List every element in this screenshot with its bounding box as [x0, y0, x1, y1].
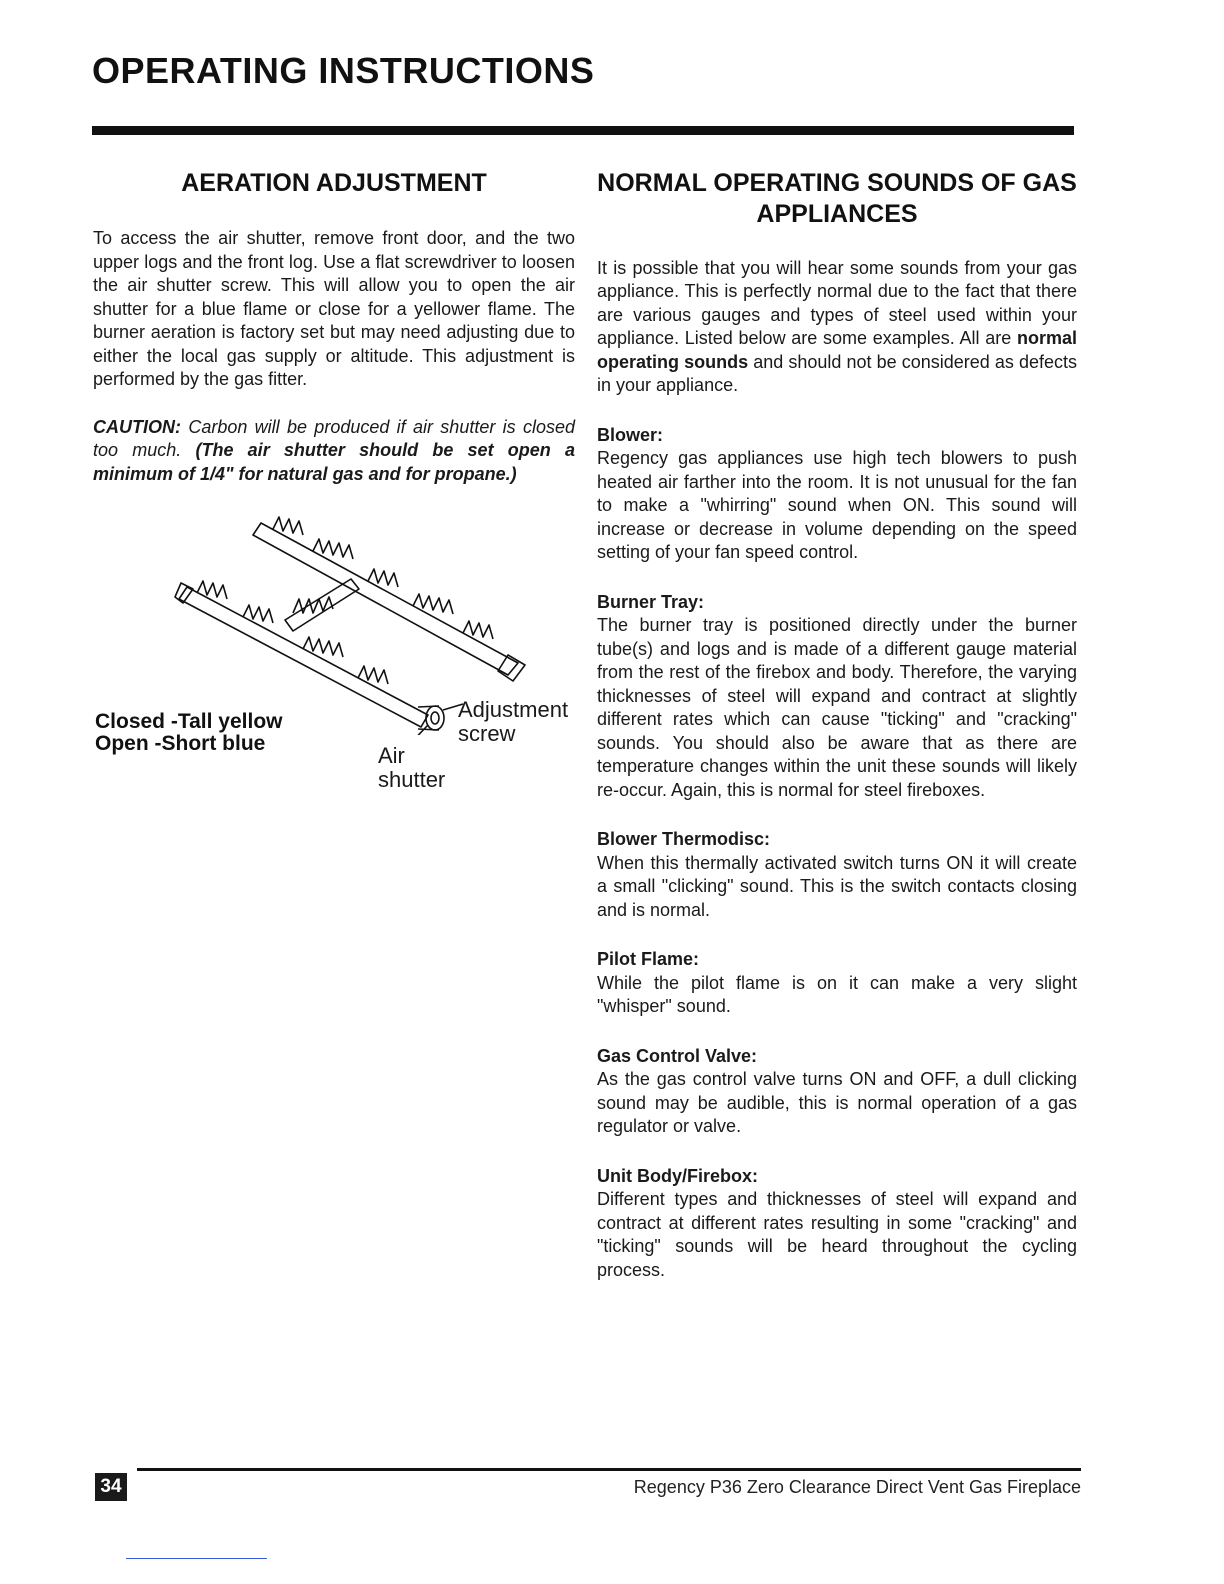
sound-item-title: Blower Thermodisc: [597, 829, 771, 849]
sound-item-text: Regency gas appliances use high tech blowers to push heated air farther into the room. It is not unusual for the fan to make a "whirring" sound when ON. This sound will increase or decrease in volume depending on the speed setting of your fan speed control. [597, 448, 1077, 562]
caution-text: Carbon will be produced if air shutter is closed too much. [93, 416, 575, 461]
sounds-intro-bold: normal operating sounds [597, 328, 1077, 372]
caution-paragraph [93, 416, 575, 487]
sound-item-text: When this thermally activated switch turns ON it will create a small "clicking" sound. This is the switch contacts closing and is normal. [597, 852, 1077, 920]
sound-item-title: Burner Tray: [597, 591, 705, 612]
sounds-intro [597, 257, 1077, 398]
label-screw: screw [458, 721, 516, 746]
back-burner-tube [253, 523, 518, 675]
footer-product-name: Regency P36 Zero Clearance Direct Vent Gas Fireplace [633, 1477, 1081, 1497]
sound-item-text: As the gas control valve turns ON and OFF, a dull clicking sound may be audible, this is normal operation of a gas regulator or valve. [597, 1069, 1077, 1136]
front-end-cap [175, 583, 193, 603]
sound-item-blower [597, 424, 1077, 565]
caution-bold-text: (The air shutter should be set open a minimum of 1/4" for natural gas and for propane.) [93, 440, 575, 484]
label-shutter: shutter [378, 767, 446, 792]
footer-rule [137, 1468, 1081, 1471]
sound-item-text: Different types and thicknesses of steel will expand and contract at different rates resulting in some "cracking" and "ticking" sounds will be heard throughout the cycling process. [597, 1189, 1077, 1280]
sounds-heading: NORMAL OPERATING SOUNDS OF GAS APPLIANCES [597, 169, 1077, 229]
sound-item-unit-body-firebox [597, 1165, 1077, 1283]
burner-diagram [93, 505, 583, 805]
air-shutter [426, 706, 444, 730]
title-rule [92, 126, 1074, 135]
sound-item-title: Pilot Flame: [597, 949, 700, 969]
back-tube-ports [273, 517, 493, 639]
label-air: Air [378, 743, 405, 768]
sound-item-pilot-flame [597, 948, 1077, 1019]
page-title: OPERATING INSTRUCTIONS [92, 50, 595, 91]
sounds-intro-end: and should not be considered as defects in your appliance. [597, 351, 1077, 395]
sound-item-title: Unit Body/Firebox: [597, 1165, 758, 1186]
aeration-heading: AERATION ADJUSTMENT [181, 169, 487, 197]
sounds-intro-start: It is possible that you will hear some sounds from your gas appliance. This is perfectly normal due to the fact that there are various gauges and types of steel used within your appliance. Listed below are some examples. All are [597, 257, 1077, 348]
label-adjustment: Adjustment [458, 697, 569, 722]
label-closed: Closed -Tall yellow [95, 710, 283, 733]
sound-item-title: Gas Control Valve: [597, 1045, 758, 1066]
bottom-decorative-line [126, 1558, 267, 1559]
sound-item-title: Blower: [597, 424, 664, 445]
page-number-badge: 34 [95, 1473, 127, 1501]
sound-item-text: The burner tray is positioned directly under the burner tube(s) and logs and is made of a different gauge material from the rest of the firebox and body. Therefore, the varying thicknesses of steel will expand and contract at slightly different rates which can cause "ticking" and "cracking" sounds. You should also be aware that as there are temperature changes within the unit these sounds will likely re-occur. Again, this is normal for steel fireboxes. [597, 615, 1077, 800]
caution-label: CAUTION: [93, 416, 181, 437]
sounds-column [597, 168, 1077, 1282]
front-tube-ports [197, 581, 388, 684]
sound-item-gas-control-valve [597, 1045, 1077, 1139]
shutter-inner [431, 712, 439, 724]
aeration-column [93, 168, 575, 486]
aeration-body: To access the air shutter, remove front door, and the two upper logs and the front log. Use a flat screwdriver to loosen the air shutter screw. This will allow you to open the air shutter for a blue flame or close for a yellower flame. The burner aeration is factory set but may need adjusting due to either the local gas supply or altitude. This adjustment is performed by the gas fitter. [93, 228, 575, 390]
sound-item-blower-thermodisc [597, 828, 1077, 922]
sound-item-burner-tray [597, 591, 1077, 803]
label-open: Open -Short blue [95, 732, 266, 755]
sound-item-text: While the pilot flame is on it can make a very slight "whisper" sound. [597, 972, 1077, 1016]
